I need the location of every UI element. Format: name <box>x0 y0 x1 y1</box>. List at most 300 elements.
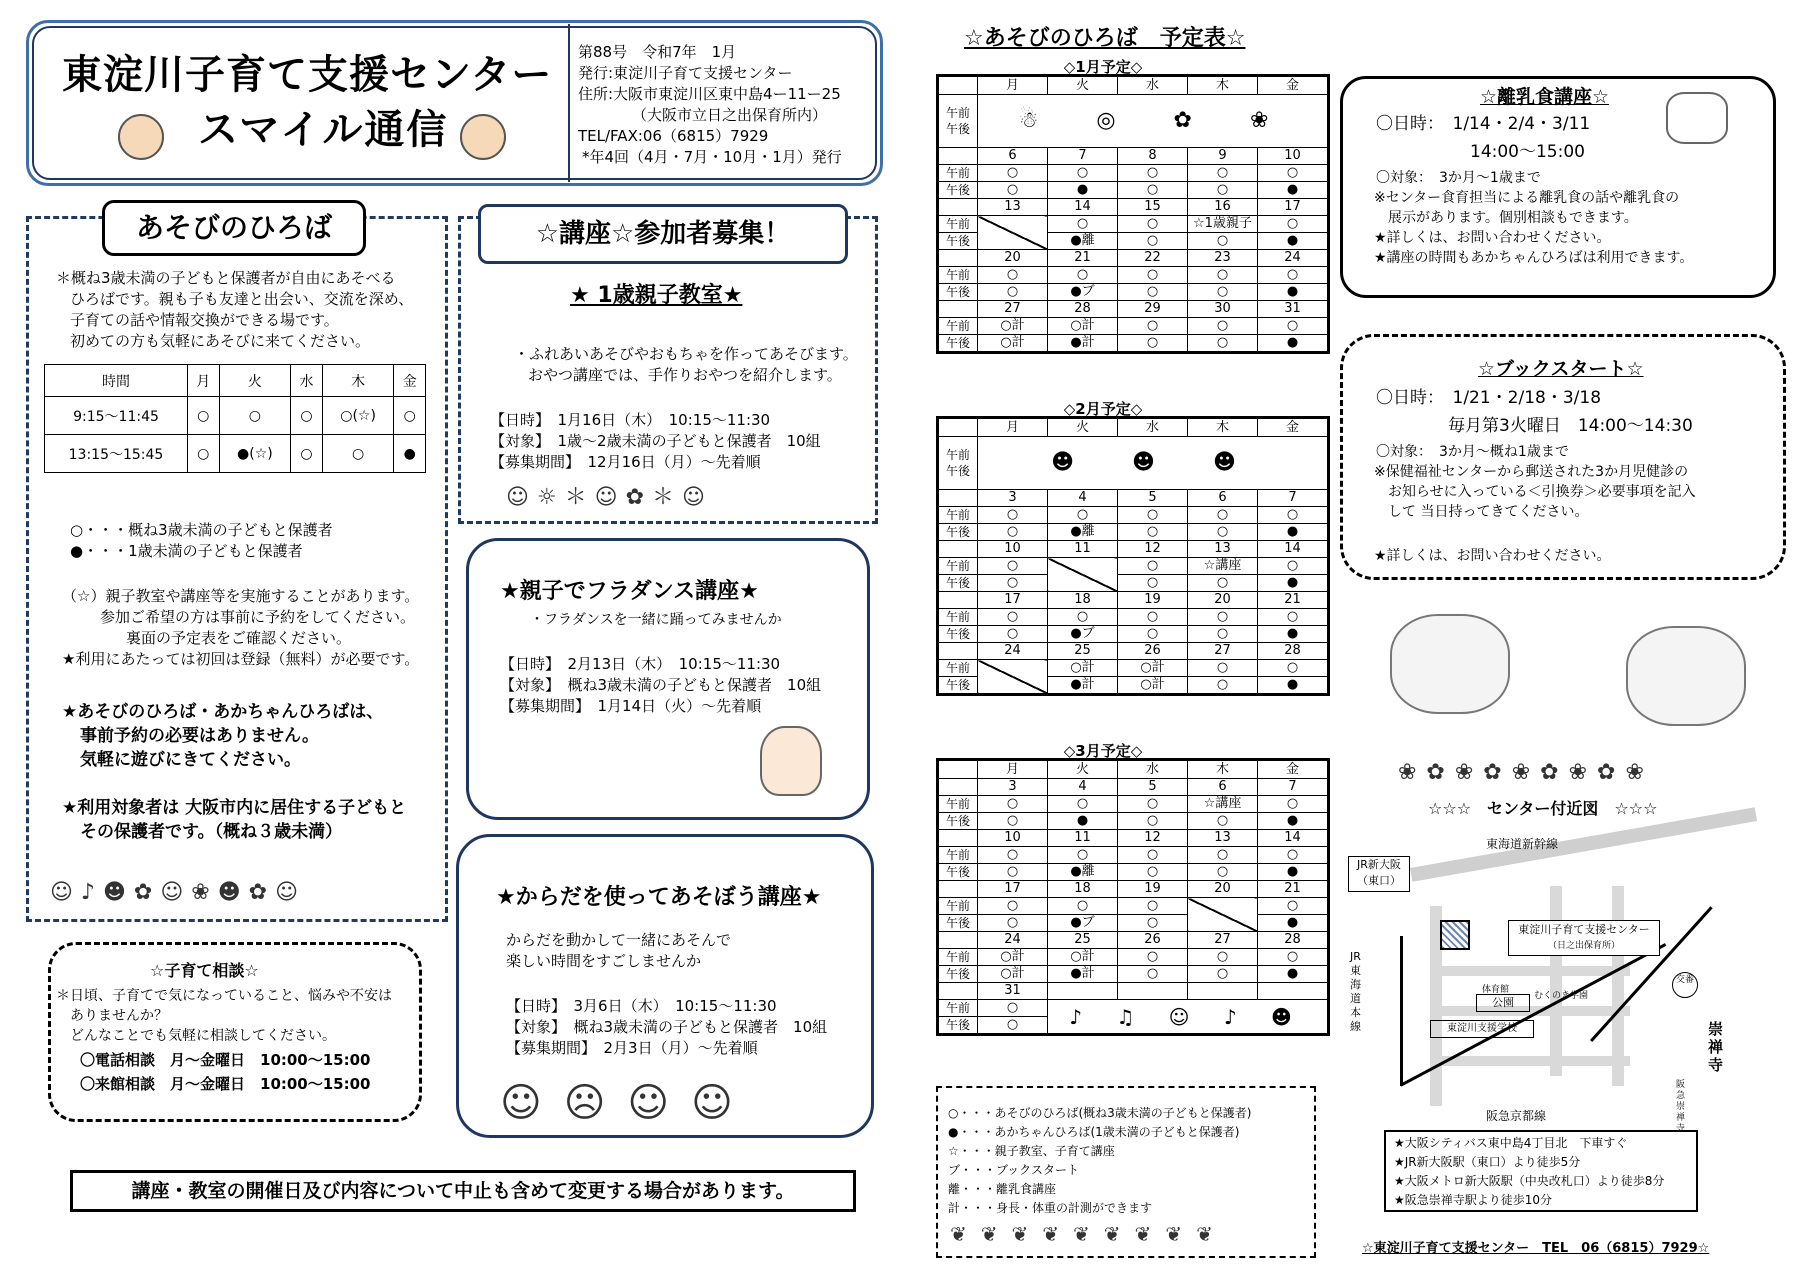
calendar-slot: ○ <box>978 915 1048 932</box>
kouza-1-info: 【日時】 1月16日（木） 10:15～11:30 【対象】 1歳～2歳未満の子どもと保護者 10組 【募集期間】 12月16日（月）～先着順 <box>490 411 821 471</box>
calendar-slot: ○ <box>978 267 1048 284</box>
calendar-slot: ○ <box>1258 609 1329 626</box>
calendar-slot: ●離 <box>1048 233 1118 250</box>
calendar-date: 9 <box>1188 148 1258 165</box>
weekday-header: 火 <box>1048 760 1118 779</box>
calendar-slot: ○ <box>1118 335 1188 353</box>
calendar-date: 7 <box>1258 490 1329 507</box>
baby-face-left-icon <box>118 114 164 160</box>
calendar-date: 30 <box>1188 301 1258 318</box>
time-label: 午前 <box>938 165 978 182</box>
calendar-date: 5 <box>1118 490 1188 507</box>
footer-contact: ☆東淀川子育て支援センター TEL 06（6815）7929☆ <box>1362 1241 1710 1256</box>
calendar-slot: ○ <box>978 575 1048 592</box>
calendar-slot: ○ <box>1118 813 1188 830</box>
calendar-date: 29 <box>1118 301 1188 318</box>
calendar-date: 19 <box>1118 592 1188 609</box>
calendar-slot: ● <box>1258 813 1329 830</box>
calendar-slot: ○ <box>1118 796 1188 813</box>
asobi-title: あそびのひろば <box>102 200 366 256</box>
calendar-date: 10 <box>1258 148 1329 165</box>
calendar-slot: ● <box>1258 335 1329 353</box>
calendar-slot: ○ <box>1188 966 1258 983</box>
calendar-slot: ○ <box>1188 677 1258 695</box>
calendar-date: 22 <box>1118 250 1188 267</box>
weekday-header: 火 <box>1048 76 1118 95</box>
calendar-date: 14 <box>1048 199 1118 216</box>
book-target: 〇対象： 3か月～概ね1歳まで <box>1376 444 1569 460</box>
calendar-date: 4 <box>1048 490 1118 507</box>
calendar-slot: ○ <box>1188 609 1258 626</box>
calendar-slot: ● <box>1258 626 1329 643</box>
calendar-slot: ●ブ <box>1048 915 1118 932</box>
calendar-date: 21 <box>1258 592 1329 609</box>
calendar-slot: ● <box>1258 575 1329 592</box>
calendar-slot: ●離 <box>1048 524 1118 541</box>
time-label: 午後 <box>938 813 978 830</box>
calendar-date: 31 <box>978 983 1048 1000</box>
calendar-slot: ○ <box>1258 507 1329 524</box>
calendar-slot: ○ <box>1258 898 1329 915</box>
calendar-slot: ○ <box>978 507 1048 524</box>
calendar-slot: ● <box>1258 966 1329 983</box>
calendar-slot: ○ <box>1118 233 1188 250</box>
calendar-date: 23 <box>1188 250 1258 267</box>
calendar-date: 28 <box>1258 932 1329 949</box>
time-label: 午後 <box>938 626 978 643</box>
calendar-slot: ○ <box>1118 165 1188 182</box>
calendar-date: 26 <box>1118 932 1188 949</box>
time-label: 午後 <box>938 1017 978 1035</box>
book-date: 〇日時： 1/21・2/18・3/18 <box>1376 388 1602 408</box>
calendar-date: 12 <box>1118 830 1188 847</box>
calendar-feb <box>936 416 1330 696</box>
calendar-slot: ○ <box>1118 216 1188 233</box>
calendar-date: 28 <box>1258 643 1329 660</box>
calendar-date: 4 <box>1048 779 1118 796</box>
header-title-2: スマイル通信 <box>198 107 449 153</box>
calendar-date: 21 <box>1258 881 1329 898</box>
month-label-feb: ◇2月予定◇ <box>1063 400 1143 418</box>
time-label: 午後 <box>938 915 978 932</box>
calendar-slot: ○ <box>1048 216 1118 233</box>
calendar-slot: ○ <box>1258 847 1329 864</box>
calendar-mar <box>936 758 1330 1036</box>
calendar-slot: ○ <box>978 284 1048 301</box>
calendar-date: 13 <box>978 199 1048 216</box>
kouza-1-title: ★ 1歳親子教室★ <box>570 283 743 308</box>
calendar-slot: ○ <box>978 626 1048 643</box>
calendar-slot: ○ <box>1188 318 1258 335</box>
asobi-bold-1: ★あそびのひろば・あかちゃんひろばは、 事前予約の必要はありません。 気軽に遊びにきてください。 <box>62 702 384 770</box>
calendar-date: 17 <box>978 592 1048 609</box>
soudan-text: ＊日頃、子育てで気になっていること、悩みや不安は ありませんか？ どんなことでも気軽に相談してください。 <box>56 988 392 1044</box>
kouza-2-title: ★親子でフラダンス講座★ <box>500 579 759 604</box>
calendar-date: 11 <box>1048 830 1118 847</box>
header-divider <box>568 24 570 182</box>
calendar-slot: ○ <box>1188 847 1258 864</box>
book-text: ※保健福祉センターから郵送された3か月児健診の お知らせに入っている＜引換券＞必要事項を記入 して 当日持ってきてください。 <box>1374 464 1696 520</box>
calendar-slot: ○ <box>1118 847 1188 864</box>
calendar-slot: ○ <box>1048 267 1118 284</box>
asobi-decoration-icon: ☺♪☻✿☺❀☻✿☺ <box>50 880 307 905</box>
flower-row-icon: ❀✿❀✿❀✿❀✿❀ <box>1398 760 1654 785</box>
calendar-slot: ○ <box>1118 898 1188 915</box>
calendar-slot: ○ <box>978 524 1048 541</box>
calendar-slot: ○ <box>978 1000 1048 1017</box>
time-label: 午後 <box>938 284 978 301</box>
calendar-slot: ○ <box>1188 507 1258 524</box>
rinyu-title: ☆離乳食講座☆ <box>1480 86 1610 108</box>
calendar-slot: ○ <box>1048 796 1118 813</box>
calendar-slot: ○ <box>1188 949 1258 966</box>
calendar-slot: ○ <box>1118 182 1188 199</box>
time-label: 午後 <box>938 677 978 695</box>
calendar-slot: ○ <box>1188 660 1258 677</box>
soudan-phone: 〇電話相談 月～金曜日 10:00～15:00 <box>80 1051 371 1069</box>
calendar-slot: ○ <box>1258 660 1329 677</box>
header-info: 第88号 令和7年 1月 発行:東淀川子育て支援センター 住所:大阪市東淀川区東中島4ー11ー25 （大阪市立日之出保育所内） TEL/FAX:06（6815）7929 *年4回（4月・7月・10月・1月）発行 <box>578 43 842 166</box>
calendar-slot: ○計 <box>978 949 1048 966</box>
calendar-date: 18 <box>1048 592 1118 609</box>
month-label-mar: ◇3月予定◇ <box>1063 742 1143 760</box>
calendar-slot: ○ <box>1188 813 1258 830</box>
time-label: 午前 <box>938 609 978 626</box>
calendar-slot: ●計 <box>1048 966 1118 983</box>
calendar-slot: ○ <box>1258 796 1329 813</box>
calendar-date: 20 <box>978 250 1048 267</box>
kouza-2-info: 【日時】 2月13日（木） 10:15～11:30 【対象】 概ね3歳未満の子どもと保護者 10組 【募集期間】 1月14日（火）～先着順 <box>500 655 822 715</box>
calendar-date: 6 <box>978 148 1048 165</box>
asobi-legend: ○・・・概ね3歳未満の子どもと保護者 ●・・・1歳未満の子どもと保護者 <box>70 521 333 560</box>
calendar-date: 13 <box>1188 830 1258 847</box>
calendar-slot: ●計 <box>1048 677 1118 695</box>
kouza-header: ☆講座☆参加者募集！ <box>478 204 848 264</box>
map-koban: 交番 <box>1672 972 1698 998</box>
soudan-title: ☆子育て相談☆ <box>150 961 259 980</box>
calendar-slot: ○ <box>1118 915 1188 932</box>
calendar-slot: ○ <box>1258 949 1329 966</box>
book-more: ★詳しくは、お問い合わせください。 <box>1374 548 1611 564</box>
calendar-slot: ○ <box>1188 284 1258 301</box>
calendar-slot: ○ <box>978 609 1048 626</box>
calendar-slot: ○計 <box>1048 660 1118 677</box>
time-label: 午前 <box>938 796 978 813</box>
calendar-date: 20 <box>1188 592 1258 609</box>
kouza-1-desc: ・ふれあいあそびやおもちゃを作ってあそびます。 おやつ講座では、手作りおやつを紹介します。 <box>514 345 858 384</box>
calendar-slot: ○ <box>1118 626 1188 643</box>
calendar-slot: ○ <box>1048 898 1118 915</box>
book-time: 毎月第3火曜日 14:00～14:30 <box>1448 416 1693 436</box>
month-label-jan: ◇1月予定◇ <box>1063 58 1143 76</box>
calendar-date: 7 <box>1048 148 1118 165</box>
calendar-date: 8 <box>1118 148 1188 165</box>
calendar-slot: ☆1歳親子 <box>1188 216 1258 233</box>
calendar-date: 17 <box>978 881 1048 898</box>
calendar-slot: ○ <box>1188 864 1258 881</box>
calendar-date: 10 <box>978 830 1048 847</box>
rinyu-time: 14:00～15:00 <box>1470 142 1585 162</box>
map-park: 公園 <box>1476 994 1530 1012</box>
calendar-slot: ○ <box>1118 267 1188 284</box>
weekday-header: 木 <box>1188 418 1258 437</box>
calendar-slot: ○ <box>1258 318 1329 335</box>
calendar-date: 3 <box>978 779 1048 796</box>
time-label: 午後 <box>938 182 978 199</box>
calendar-date <box>1118 983 1188 1000</box>
time-label: 午後 <box>938 335 978 353</box>
calendar-slot: ○計 <box>1048 949 1118 966</box>
calendar-slot: ○計 <box>978 335 1048 353</box>
calendar-slot: ○ <box>1188 524 1258 541</box>
calendar-slot: ● <box>1258 182 1329 199</box>
time-label: 午前 <box>938 507 978 524</box>
rinyu-target: 〇対象： 3か月～1歳まで <box>1376 170 1541 186</box>
calendar-date: 24 <box>978 932 1048 949</box>
map-center-marker <box>1440 920 1470 950</box>
time-label: 午前 <box>938 898 978 915</box>
calendar-slot: ○ <box>978 796 1048 813</box>
calendar-date: 28 <box>1048 301 1118 318</box>
calendar-slot: ○ <box>1258 558 1329 575</box>
weekday-header: 金 <box>1258 760 1329 779</box>
calendar-slot: ○ <box>1048 847 1118 864</box>
closed-day-slash <box>1188 898 1258 932</box>
time-label: 午後 <box>938 233 978 250</box>
calendar-jan <box>936 74 1330 354</box>
calendar-slot: ○ <box>1188 626 1258 643</box>
calendar-slot: ● <box>1258 677 1329 695</box>
weekday-header: 水 <box>1118 418 1188 437</box>
map-access: ★大阪シティバス東中島4丁目北 下車すぐ ★JR新大阪駅（東口）より徒歩5分 ★大阪メトロ新大阪駅（中央改札口）より徒歩8分 ★阪急崇禅寺駅より徒歩10分 <box>1394 1136 1665 1207</box>
closed-day-slash <box>1048 558 1118 592</box>
rinyu-text: ※センター食育担当による離乳食の話や離乳食の 展示があります。個別相談もできます。 ★詳しくは、お問い合わせください。 ★講座の時間もあかちゃんひろばは利用できます。 <box>1374 190 1694 266</box>
schedule-legend: ○・・・あそびのひろば(概ね3歳未満の子どもと保護者) ●・・・あかちゃんひろば(1歳未満の子どもと保護者) ☆・・・親子教室、子育て講座 ブ・・・ブックスタート 離・・・離乳食講座 計・・・身長・体重の計測ができます <box>948 1106 1252 1215</box>
kouza-3-info: 【日時】 3月6日（木） 10:15～11:30 【対象】 概ね3歳未満の子どもと保護者 10組 【募集期間】 2月3日（月）～先着順 <box>506 997 828 1057</box>
time-label: 午前 <box>938 216 978 233</box>
calendar-date: 6 <box>1188 779 1258 796</box>
time-label: 午後 <box>938 575 978 592</box>
calendar-date: 6 <box>1188 490 1258 507</box>
calendar-slot: ○ <box>1118 318 1188 335</box>
calendar-date: 25 <box>1048 932 1118 949</box>
calendar-date: 27 <box>978 301 1048 318</box>
calendar-slot: ●ブ <box>1048 626 1118 643</box>
asobi-bold-2: ★利用対象者は 大阪市内に居住する子どもと その保護者です。（概ね３歳未満） <box>62 798 407 842</box>
calendar-slot: ○ <box>978 182 1048 199</box>
calendar-slot: ○ <box>1188 182 1258 199</box>
calendar-slot: ●離 <box>1048 864 1118 881</box>
closed-day-slash <box>978 216 1048 250</box>
calendar-slot: ○ <box>1118 575 1188 592</box>
weekday-header: 水 <box>1118 76 1188 95</box>
calendar-slot: ●ブ <box>1048 284 1118 301</box>
calendar-slot: ● <box>1258 233 1329 250</box>
calendar-date <box>1188 983 1258 1000</box>
calendar-slot: ○ <box>1258 216 1329 233</box>
map-hankyu-line: 阪急京都線 <box>1486 1109 1547 1123</box>
calendar-slot: ○ <box>1188 335 1258 353</box>
calendar-slot: ○ <box>978 558 1048 575</box>
map-title: ☆☆☆ センター付近図 ☆☆☆ <box>1428 799 1658 818</box>
calendar-slot: ○ <box>1118 524 1188 541</box>
calendar-slot: ○ <box>1118 507 1188 524</box>
calendar-date: 27 <box>1188 932 1258 949</box>
calendar-slot: ● <box>1258 284 1329 301</box>
calendar-date: 7 <box>1258 779 1329 796</box>
weekday-header: 月 <box>978 760 1048 779</box>
weekday-header: 水 <box>1118 760 1188 779</box>
calendar-date: 12 <box>1118 541 1188 558</box>
calendar-date: 14 <box>1258 830 1329 847</box>
map-center-label: 東淀川子育て支援センター （日之出保育所） <box>1508 920 1660 956</box>
calendar-slot: ○計 <box>978 318 1048 335</box>
weekday-header: 金 <box>1258 418 1329 437</box>
calendar-slot: ○計 <box>1118 660 1188 677</box>
asobi-note: （☆）親子教室や講座等を実施することがあります。 参加ご希望の方は事前に予約をしてください。 裏面の予定表をご確認ください。 ★利用にあたっては初回は登録（無料）が必要です。 <box>62 587 420 668</box>
calendar-slot: ○ <box>1188 233 1258 250</box>
calendar-slot: ○計 <box>1118 677 1188 695</box>
map-sujo: 崇禅寺 <box>1708 1020 1724 1074</box>
calendar-slot: ● <box>1258 524 1329 541</box>
calendar-slot: ○ <box>1118 864 1188 881</box>
calendar-slot: ●計 <box>1048 335 1118 353</box>
calendar-slot: ○ <box>978 813 1048 830</box>
weekday-header: 火 <box>1048 418 1118 437</box>
reading-icon <box>1626 626 1746 726</box>
calendar-date <box>1048 983 1118 1000</box>
time-label: 午前 <box>938 949 978 966</box>
calendar-slot: ○計 <box>1048 318 1118 335</box>
map-mukunoki: むくのき学園 <box>1534 991 1589 1001</box>
calendar-date: 5 <box>1118 779 1188 796</box>
calendar-table <box>936 758 1330 1036</box>
calendar-illustration-icon: ♪ ♫ ☺ ♪ ☻ <box>1048 1000 1329 1035</box>
calendar-slot: ○ <box>1258 267 1329 284</box>
calendar-slot: ○ <box>1118 609 1188 626</box>
kouza-1-decoration-icon: ☺☼＊☺✿＊☺ <box>506 485 713 510</box>
kouza-3-title: ★からだを使ってあそぼう講座★ <box>496 885 822 910</box>
weekday-header: 月 <box>978 418 1048 437</box>
calendar-slot: ○ <box>1188 267 1258 284</box>
calendar-date: 14 <box>1258 541 1329 558</box>
calendar-date: 31 <box>1258 301 1329 318</box>
map-gym: 体育館 <box>1482 985 1510 995</box>
time-label: 午前 <box>938 267 978 284</box>
calendar-slot: ● <box>1048 813 1118 830</box>
schedule-title: ☆あそびのひろば 予定表☆ <box>964 26 1246 51</box>
rinyu-date: 〇日時： 1/14・2/4・3/11 <box>1376 114 1591 134</box>
calendar-slot: ● <box>1258 915 1329 932</box>
calendar-date: 24 <box>978 643 1048 660</box>
map-hankyu-station: 阪急崇禅寺 <box>1676 1080 1686 1134</box>
calendar-slot: ☆講座 <box>1188 796 1258 813</box>
calendar-slot: ○ <box>1188 575 1258 592</box>
weekday-header: 木 <box>1188 760 1258 779</box>
soudan-visit: 〇来館相談 月～金曜日 10:00～15:00 <box>80 1075 371 1093</box>
weekday-header: 月 <box>978 76 1048 95</box>
map-jr-station: JR新大阪 （東口） <box>1348 856 1410 892</box>
calendar-date: 27 <box>1188 643 1258 660</box>
calendar-date: 17 <box>1258 199 1329 216</box>
baby-face-right-icon <box>460 114 506 160</box>
calendar-date: 15 <box>1118 199 1188 216</box>
calendar-slot: ○ <box>1258 165 1329 182</box>
hula-child-icon <box>760 726 822 796</box>
calendar-slot: ○計 <box>978 966 1048 983</box>
time-label: 午後 <box>938 524 978 541</box>
weekday-header: 金 <box>1258 76 1329 95</box>
calendar-date: 13 <box>1188 541 1258 558</box>
calendar-date: 26 <box>1118 643 1188 660</box>
map-shinkansen-label: 東海道新幹線 <box>1486 837 1559 851</box>
calendar-date: 16 <box>1188 199 1258 216</box>
book-title: ☆ブックスタート☆ <box>1478 358 1644 380</box>
map-jr-line: JR東海道本線 <box>1350 950 1361 1033</box>
calendar-slot: ☆講座 <box>1188 558 1258 575</box>
calendar-illustration-icon: ☻ ☻ ☻ <box>978 437 1329 490</box>
calendar-table: 月 火 水 木 金 午前 午後 ☻ ☻ ☻ 3 4 5 6 7 午前 ○ ○ ○ ○ ○ 午後 ○ ●離 ○ ○ ● 10 11 12 13 14 午前 ○ ○ ☆講座 ○ 午後 ○ ○ ○ ● 17 18 19 20 21 午前 ○ ○ ○ ○ ○ 午後 ○ ●ブ ○ ○ ● 24 25 26 27 28 午前 ○計 ○計 ○ ○ 午後 ●計 ○計 ○ ● <box>936 416 1330 696</box>
closed-day-slash <box>978 660 1048 695</box>
calendar-slot: ○ <box>1048 165 1118 182</box>
calendar-date <box>1258 983 1329 1000</box>
calendar-slot: ○ <box>978 898 1048 915</box>
calendar-date: 11 <box>1048 541 1118 558</box>
calendar-slot: ○ <box>978 165 1048 182</box>
time-label: 午後 <box>938 966 978 983</box>
calendar-slot: ○ <box>1188 165 1258 182</box>
calendar-illustration-icon: ☃ ◎ ✿ ❀ <box>978 95 1329 148</box>
time-label: 午前 <box>938 558 978 575</box>
calendar-slot: ○ <box>978 1017 1048 1035</box>
calendar-date: 10 <box>978 541 1048 558</box>
calendar-slot: ○ <box>1048 507 1118 524</box>
cooking-icon <box>1666 92 1728 144</box>
change-notice: 講座・教室の開催日及び内容について中止も含めて変更する場合があります。 <box>70 1170 856 1212</box>
calendar-slot: ○ <box>1118 949 1188 966</box>
time-label: 午前 <box>938 847 978 864</box>
calendar-slot: ○ <box>978 864 1048 881</box>
kouza-3-desc: からだを動かして一緒にあそんで 楽しい時間をすごしませんか <box>506 931 732 970</box>
calendar-date: 20 <box>1188 881 1258 898</box>
calendar-slot: ● <box>1048 182 1118 199</box>
calendar-date: 18 <box>1048 881 1118 898</box>
time-label: 午前 <box>938 1000 978 1017</box>
calendar-slot: ○ <box>1118 284 1188 301</box>
calendar-slot: ○ <box>978 847 1048 864</box>
asobi-intro: ＊概ね3歳未満の子どもと保護者が自由にあそべる ひろばです。親も子も友達と出会い、交流を深め、 子育ての話や情報交換ができる場です。 初めての方も気軽にあそびに来てください。 <box>56 269 414 350</box>
mother-child-icon <box>1390 614 1510 714</box>
legend-leaves-icon: ❦❦❦❦❦❦❦❦❦ <box>950 1222 1227 1246</box>
calendar-date: 24 <box>1258 250 1329 267</box>
faces-icon: ☺☹☺☺ <box>500 1080 755 1126</box>
calendar-slot: ○ <box>1118 966 1188 983</box>
asobi-time-table: 時間 月 火 水 木 金 9:15〜11:45 ○ ○ ○ ○(☆) ○ 13:15〜15:45 ○ ●(☆) ○ ○ ● <box>44 364 426 473</box>
header-title-1: 東淀川子育て支援センター <box>62 52 553 98</box>
calendar-date: 3 <box>978 490 1048 507</box>
calendar-date: 21 <box>1048 250 1118 267</box>
kouza-2-desc: ・フラダンスを一緒に踊ってみませんか <box>530 612 782 628</box>
calendar-table: 月 火 水 木 金 午前 午後 ☃ ◎ ✿ ❀ 6 7 8 9 10 午前 ○ ○ ○ ○ ○ 午後 ○ ● ○ ○ ● 13 14 15 16 17 午前 ○ ○ ☆1歳親子 ○ 午後 ●離 ○ ○ ● 20 21 22 23 24 午前 ○ ○ ○ ○ ○ 午後 ○ ●ブ ○ ○ ● 27 28 29 30 31 午前 ○計 ○計 ○ ○ ○ 午後 ○計 ●計 ○ ○ ● <box>936 74 1330 354</box>
time-label: 午前 <box>938 318 978 335</box>
calendar-slot: ○ <box>1118 558 1188 575</box>
calendar-date: 19 <box>1118 881 1188 898</box>
calendar-slot: ● <box>1258 864 1329 881</box>
map-school: 東淀川支援学校 <box>1430 1020 1534 1038</box>
calendar-slot: ○ <box>1048 609 1118 626</box>
time-label: 午前 <box>938 660 978 677</box>
calendar-date: 25 <box>1048 643 1118 660</box>
